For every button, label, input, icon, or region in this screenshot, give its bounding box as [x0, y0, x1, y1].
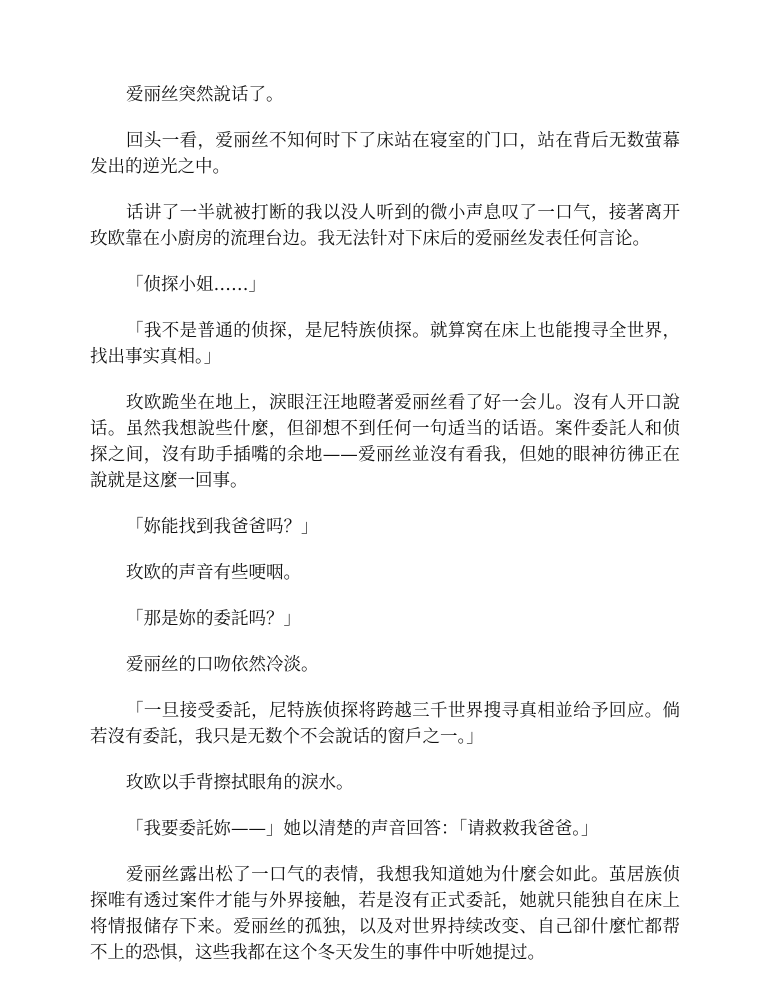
- dialogue-paragraph: 「侦探小姐……」: [126, 275, 266, 295]
- paragraph: 话讲了一半就被打断的我以没人听到的微小声息叹了一口气，接著离开玫欧靠在小廚房的流理台边。我无法针对下床后的爱丽丝发表任何言论。: [90, 203, 680, 249]
- document-page: [90, 82, 680, 986]
- paragraph: 爱丽丝露出松了一口气的表情，我想我知道她为什麼会如此。茧居族侦探唯有透过案件才能与外界接触，若是沒有正式委託，她就只能独自在床上将情报储存下来。爱丽丝的孤独，以及对世界持续改变、自己卻什麼忙都帮不上的恐惧，这些我都在这个冬天发生的事件中听她提过。: [90, 865, 680, 963]
- paragraph: 回头一看，爱丽丝不知何时下了床站在寝室的门口，站在背后无数萤幕发出的逆光之中。: [90, 131, 680, 177]
- dialogue-paragraph: 「一旦接受委託，尼特族侦探将跨越三千世界搜寻真相並给予回应。倘若沒有委託，我只是无数个不会說话的窗戶之一。」: [90, 701, 680, 747]
- dialogue-paragraph: 「我要委託妳——」她以清楚的声音回答：「请救救我爸爸。」: [126, 819, 599, 839]
- paragraph: 爱丽丝的口吻依然冷淡。: [126, 655, 319, 675]
- dialogue-paragraph: 「妳能找到我爸爸吗？」: [126, 517, 319, 537]
- paragraph: 爱丽丝突然說话了。: [126, 85, 284, 105]
- dialogue-paragraph: 「我不是普通的侦探，是尼特族侦探。就算窝在床上也能搜寻全世界，找出事实真相。」: [90, 321, 680, 367]
- dialogue-paragraph: 「那是妳的委託吗？」: [126, 609, 301, 629]
- paragraph: 玫欧跪坐在地上，淚眼汪汪地瞪著爱丽丝看了好一会儿。沒有人开口說话。虽然我想說些什麼，但卻想不到任何一句适当的话语。案件委託人和侦探之间，沒有助手插嘴的余地——爱丽丝並沒有看我，但她的眼神彷彿正在說就是这麼一回事。: [90, 393, 680, 491]
- paragraph: 玫欧以手背擦拭眼角的淚水。: [126, 773, 354, 793]
- paragraph: 玫欧的声音有些哽咽。: [126, 563, 301, 583]
